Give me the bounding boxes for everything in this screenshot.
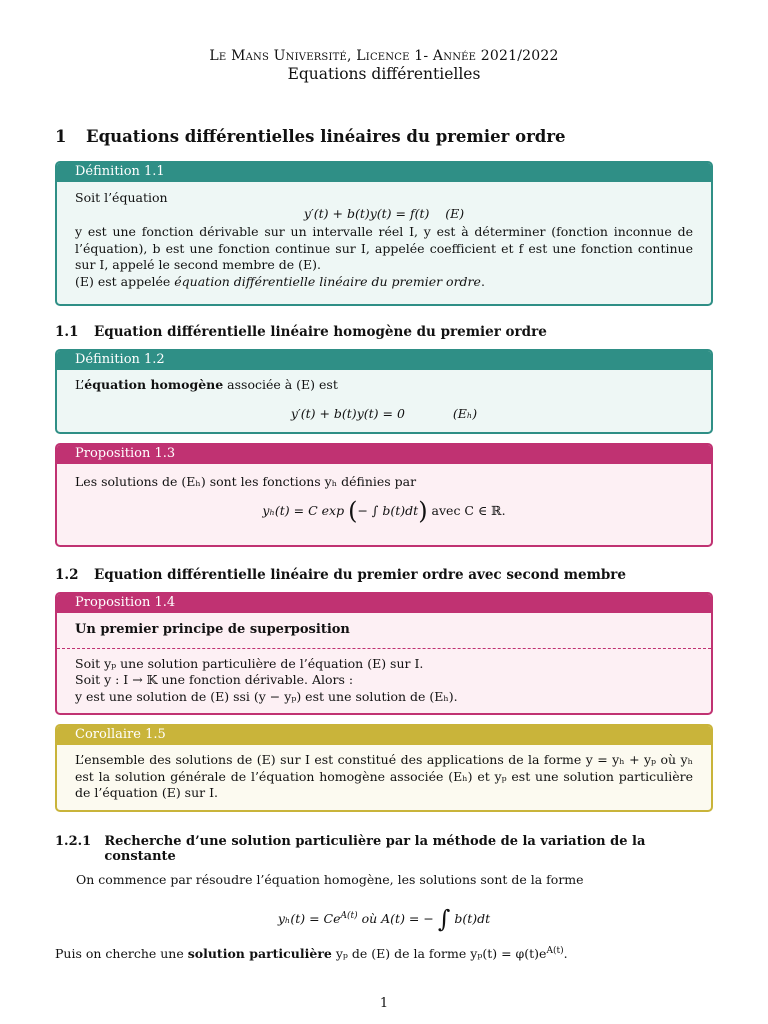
proposition-equation bbox=[75, 496, 693, 525]
section-title: Equations différentielles linéaires du premier ordre bbox=[86, 127, 566, 146]
body-paragraph bbox=[55, 943, 713, 963]
text-span: (E) est appelée bbox=[75, 273, 175, 289]
bold-text: solution particulière bbox=[187, 945, 332, 961]
definition-intro: Soit l’équation bbox=[75, 190, 168, 205]
proposition-line: y est une solution de (E) ssi (y − yₚ) est une solution de (Eₕ). bbox=[75, 688, 458, 704]
text-span: Puis on cherche une bbox=[55, 945, 188, 961]
equation-text: y′(t) + b(t)y(t) = 0 bbox=[290, 405, 405, 421]
subsection-number: 1.1 bbox=[55, 324, 79, 340]
left-paren: ( bbox=[348, 496, 358, 525]
subsection-title: Equation différentielle linéaire homogène du premier ordre bbox=[94, 324, 547, 340]
right-paren: ) bbox=[418, 496, 428, 525]
proposition-content bbox=[57, 464, 711, 527]
subsubsection-title: Recherche d’une solution particulière par la méthode de la variation de la constante bbox=[104, 834, 646, 864]
section-number: 1 bbox=[55, 127, 67, 146]
definition-paragraph: y est une fonction dérivable sur un intervalle réel I, y est à déterminer (fonction inconnue de l’équation), b est une fonction continue sur I, appelée coefficient et f est une fonction continue sur I, appelé le second membre de (E). bbox=[75, 224, 693, 272]
corollary-text: L’ensemble des solutions de (E) sur I est constitué des applications de la forme y = yₕ + yₚ où yₕ est la solution générale de l’équation homogène associée (Eₕ) et yₚ est une solution particulière de l’équation (E) sur I. bbox=[75, 752, 693, 800]
definition-equation bbox=[75, 406, 693, 423]
subsection-title: Equation différentielle linéaire du premier ordre avec second membre bbox=[94, 567, 627, 583]
proposition-title: Proposition 1.3 bbox=[57, 445, 711, 464]
body-paragraph: On commence par résoudre l’équation homogène, les solutions sont de la forme bbox=[76, 872, 584, 887]
text-span: . bbox=[480, 273, 485, 289]
equation-text: avec C ∈ ℝ. bbox=[427, 502, 506, 518]
proposition-subtitle: Un premier principe de superposition bbox=[75, 622, 350, 637]
equation-superscript: A(t) bbox=[340, 910, 358, 921]
definition-content bbox=[57, 370, 711, 430]
corollary-box bbox=[55, 724, 713, 812]
equation-tag: (Eₕ) bbox=[452, 405, 478, 421]
definition-content bbox=[57, 182, 711, 298]
subsection-heading bbox=[55, 567, 713, 583]
body-equation bbox=[55, 905, 713, 933]
text-span: . bbox=[563, 945, 568, 961]
proposition-text: Les solutions de (Eₕ) sont les fonctions yₕ définies par bbox=[75, 474, 417, 489]
subsubsection-heading bbox=[55, 834, 713, 864]
proposition-line: Soit yₚ une solution particulière de l’équation (E) sur I. bbox=[75, 655, 424, 671]
section-heading bbox=[55, 127, 713, 146]
text-span: yₚ de (E) de la forme yₚ(t) = φ(t)e bbox=[331, 945, 547, 961]
proposition-box bbox=[55, 443, 713, 547]
subsubsection-number: 1.2.1 bbox=[55, 834, 92, 849]
header-course-title: Equations différentielles bbox=[287, 65, 481, 83]
definition-box bbox=[55, 349, 713, 434]
page-number: 1 bbox=[379, 996, 389, 1011]
definition-text bbox=[75, 377, 693, 394]
definition-title: Définition 1.1 bbox=[57, 163, 711, 182]
subsection-heading bbox=[55, 324, 713, 340]
corollary-content bbox=[57, 745, 711, 810]
subsection-number: 1.2 bbox=[55, 567, 79, 583]
definition-equation: y′(t) + b(t)y(t) = f(t) (E) bbox=[303, 205, 465, 221]
equation-text: yₕ(t) = Ce bbox=[277, 910, 341, 926]
proposition-title: Proposition 1.4 bbox=[57, 594, 711, 613]
definition-paragraph-2 bbox=[75, 274, 693, 291]
proposition-box bbox=[55, 592, 713, 715]
superscript: A(t) bbox=[546, 945, 564, 956]
text-span: L’ bbox=[75, 377, 85, 392]
definition-box bbox=[55, 161, 713, 306]
equation-text: b(t)dt bbox=[454, 910, 491, 926]
bold-text: équation homogène bbox=[84, 377, 224, 392]
header-university: Le Mans Université, Licence 1- Année 2021/2022 bbox=[209, 48, 559, 64]
document-page bbox=[55, 48, 713, 962]
definition-title: Définition 1.2 bbox=[57, 351, 711, 370]
text-span: associée à (E) est bbox=[223, 377, 338, 392]
equation-text: yₕ(t) = C exp bbox=[262, 502, 345, 518]
equation-text: où A(t) = − bbox=[357, 910, 434, 926]
proposition-line: Soit y : I → 𝕂 une fonction dérivable. Alors : bbox=[75, 672, 354, 687]
integral-sign: ∫ bbox=[437, 904, 451, 933]
proposition-content bbox=[57, 613, 711, 705]
emphasis-text: équation différentielle linéaire du premier ordre bbox=[174, 273, 481, 289]
equation-integral: − ∫ b(t)dt bbox=[357, 502, 419, 518]
corollary-title: Corollaire 1.5 bbox=[57, 726, 711, 745]
